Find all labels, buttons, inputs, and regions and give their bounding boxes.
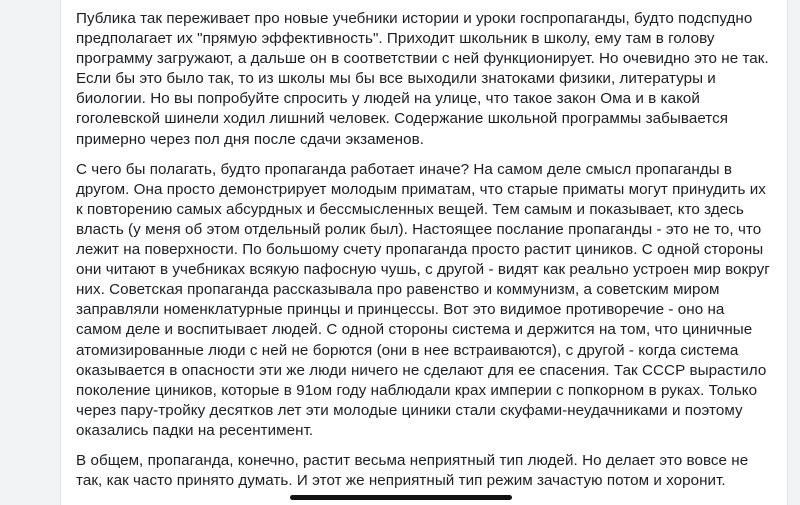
post-card	[60, 0, 788, 505]
post-paragraph-3: В общем, пропаганда, конечно, растит весьма неприятный тип людей. Но делает это вовсе не так, как часто принято думать. И этот же неприятный тип режим зачастую потом и хоронит.	[76, 451, 749, 490]
post-paragraph-1: Публика так переживает про новые учебники истории и уроки госпропаганды, будто подспудно предполагает их "прямую эффективность". Приходит школьник в школу, ему там в голову программу загружают, а дальше он в соответствии с ней функционирует. Но очевидно это не так. Если бы это было так, то из школы мы бы все выходили знатоками физики, литературы и биологии. Но вы попробуйте спросить у людей на улице, что такое закон Ома и в какой гоголевской шинели ходил лишний человек. Содержание школьной программы забывается примерно через пол дня после сдачи экзаменов.	[76, 10, 769, 148]
home-indicator-bar[interactable]	[290, 495, 512, 500]
post-paragraph-2: С чего бы полагать, будто пропаганда работает иначе? На самом деле смысл пропаганды в другом. Она просто демонстрирует молодым приматам, что старые приматы могут принудить их к повторению самых абсурдных и бессмысленных вещей. Тем самым и показывает, кто здесь власть (у меня об этом отдельный ролик был). Настоящее послание пропаганды - это не то, что лежит на поверхности. По большому счету пропаганда просто растит циников. С одной стороны они читают в учебниках всякую пафосную чушь, с другой - видят как реально устроен мир вокруг них. Советская пропаганда рассказывала про равенство и коммунизм, а советским миром заправляли номенклатурные принцы и принцессы. Вот это видимое противоречие - оно на самом деле и воспитывает людей. С одной стороны система и держится на том, что циничные атомизированные люди с ней не борются (они в нее встраиваются), с другой - когда система оказывается в опасности эти же люди ничего не сделают для ее спасения. Так СССР вырастило поколение циников, которые в 91ом году наблюдали крах империи с попкорном в руках. Только через пару-тройку десятков лет эти молодые циники стали скуфами-неудачниками и поэтому оказались падки на ресентимент.	[76, 160, 770, 439]
post-text	[76, 9, 774, 501]
